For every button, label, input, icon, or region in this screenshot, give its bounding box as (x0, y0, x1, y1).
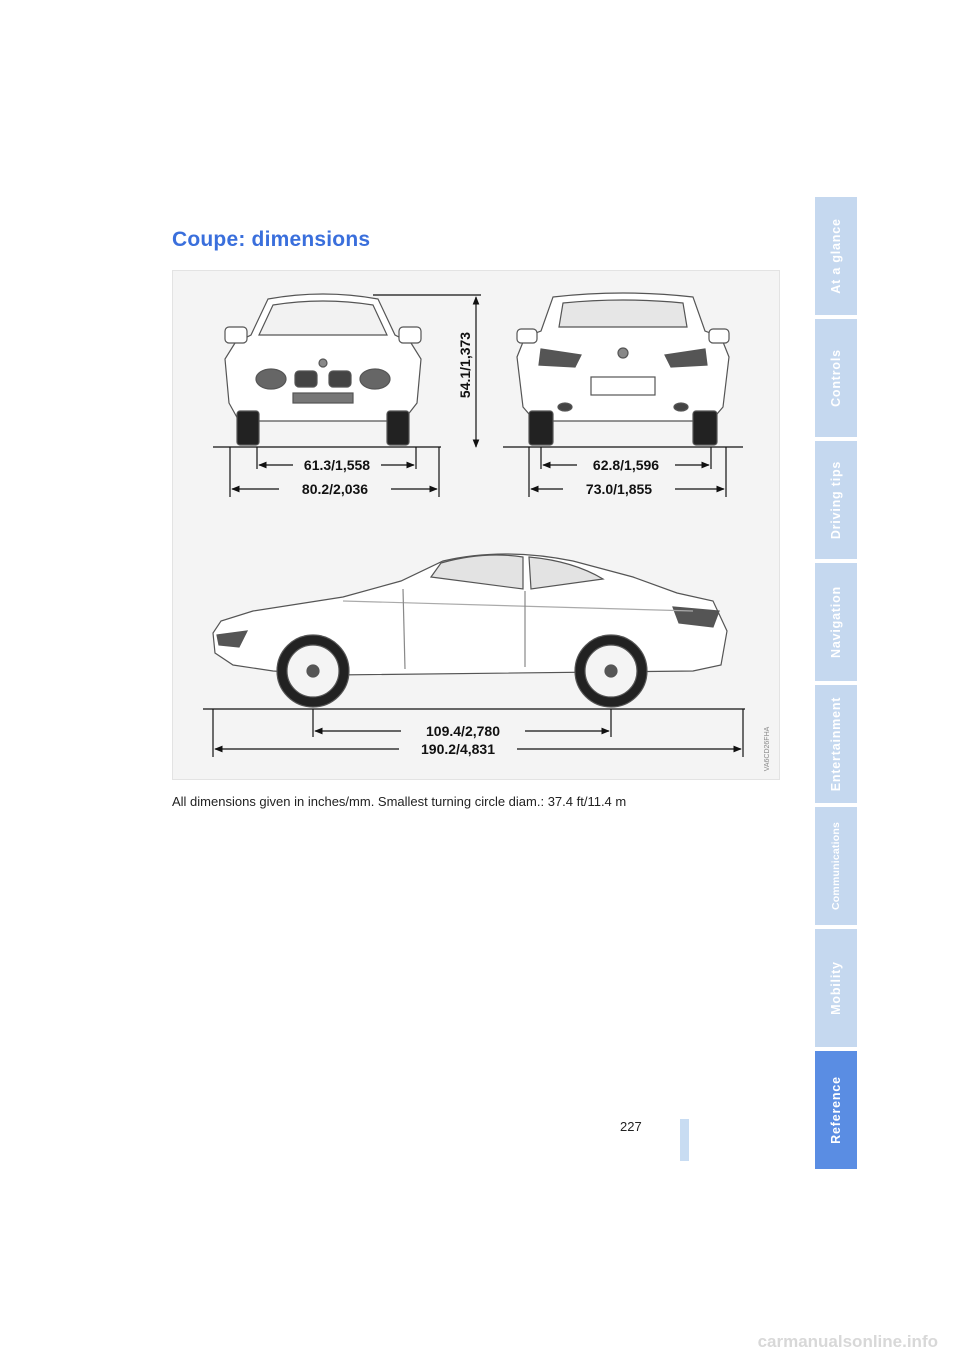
tab-reference[interactable]: Reference (815, 1051, 857, 1173)
rear-track-label: 62.8/1,596 (592, 457, 660, 473)
side-view (213, 554, 727, 707)
height-label: 54.1/1,373 (457, 331, 473, 399)
caption: All dimensions given in inches/mm. Smallest turning circle diam.: 37.4 ft/11.4 m (172, 794, 627, 809)
dimension-figure (172, 270, 780, 780)
front-width-label: 80.2/2,036 (301, 481, 369, 497)
figure-code: VA6CD26FHA (764, 726, 771, 772)
chapter-tabs (815, 197, 857, 1173)
tab-mobility[interactable]: Mobility (815, 929, 857, 1051)
rear-view (517, 293, 729, 445)
page-number: 227 (620, 1119, 642, 1134)
tab-navigation[interactable]: Navigation (815, 563, 857, 685)
wheelbase-label: 109.4/2,780 (426, 723, 500, 739)
page-number-bar (680, 1119, 689, 1161)
tab-controls[interactable]: Controls (815, 319, 857, 441)
page-title: Coupe: dimensions (172, 228, 371, 251)
car-dimension-drawing (173, 271, 779, 779)
tab-driving-tips[interactable]: Driving tips (815, 441, 857, 563)
front-view (225, 294, 421, 445)
front-track-label: 61.3/1,558 (303, 457, 371, 473)
tab-at-a-glance[interactable]: At a glance (815, 197, 857, 319)
tab-communications[interactable]: Communications (815, 807, 857, 929)
overall-length-label: 190.2/4,831 (421, 741, 495, 757)
tab-entertainment[interactable]: Entertainment (815, 685, 857, 807)
watermark: carmanualsonline.info (757, 1332, 938, 1351)
rear-width-label: 73.0/1,855 (585, 481, 653, 497)
